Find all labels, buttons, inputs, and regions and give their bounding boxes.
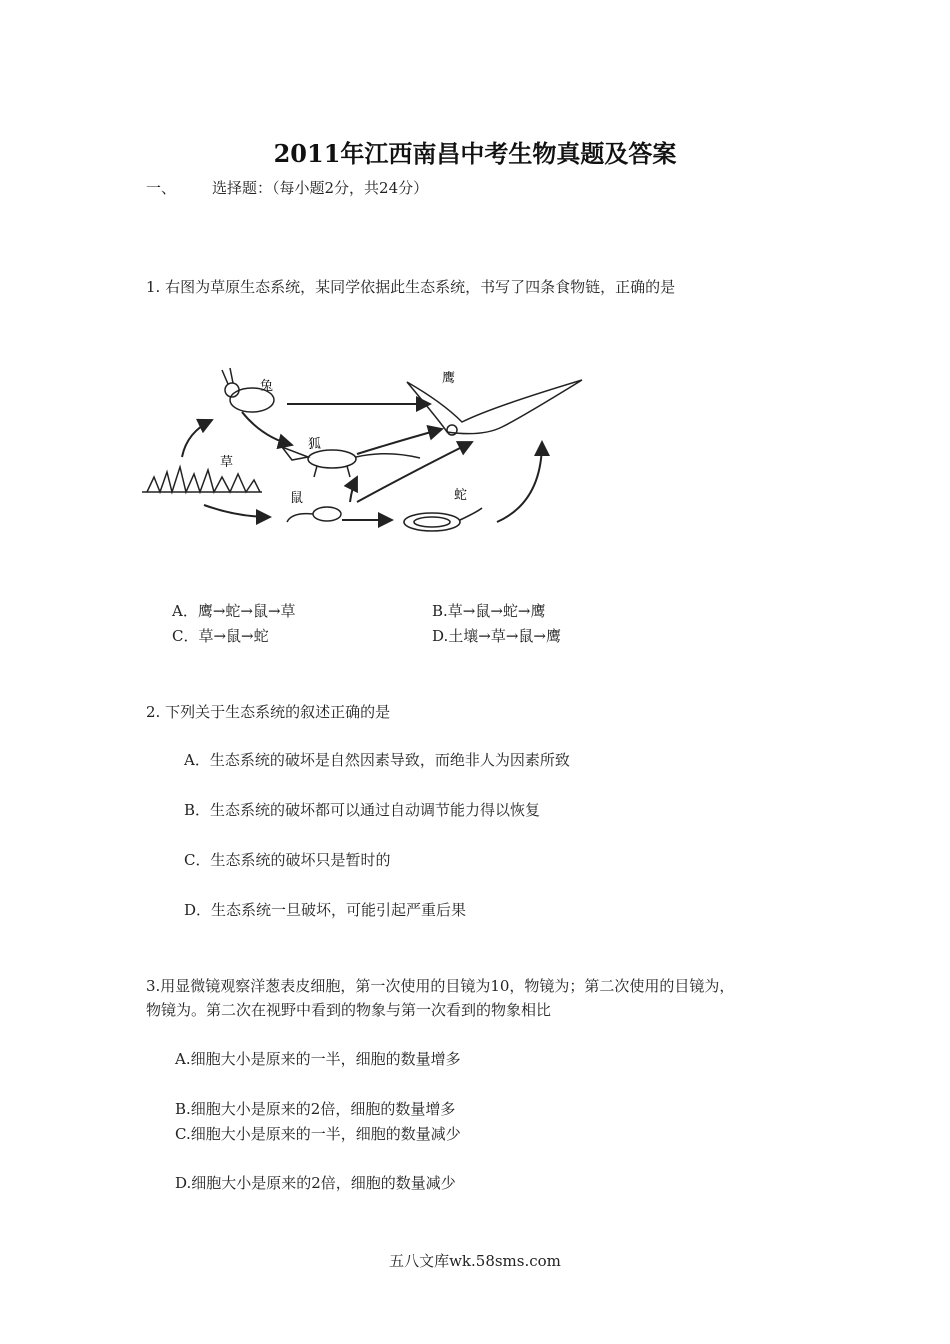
- arrow-snake-eagle: [497, 442, 542, 522]
- label-fox: 狐: [308, 437, 322, 452]
- arrow-grass-rabbit: [182, 420, 212, 457]
- mouse-drawing: [287, 507, 341, 522]
- grass-drawing: [142, 467, 262, 492]
- arrow-mouse-fox: [350, 477, 357, 502]
- q2-option-d: D．生态系统一旦破坏，可能引起严重后果: [184, 901, 467, 919]
- arrow-rabbit-fox: [242, 412, 292, 445]
- question-2-stem: 2. 下列关于生态系统的叙述正确的是: [146, 703, 391, 721]
- label-eagle: 鹰: [442, 371, 456, 386]
- snake-drawing: [404, 508, 482, 531]
- page-footer: 五八文库wk.58sms.com: [389, 1252, 561, 1270]
- label-mouse: 鼠: [290, 491, 304, 506]
- section-number: 一、: [146, 179, 177, 197]
- food-web-figure: [142, 362, 592, 537]
- arrow-fox-eagle: [357, 429, 442, 454]
- label-rabbit: 兔: [260, 379, 274, 394]
- label-snake: 蛇: [454, 488, 468, 503]
- q3-option-a: A.细胞大小是原来的一半，细胞的数量增多: [175, 1050, 461, 1068]
- q3-option-b: B.细胞大小是原来的2倍，细胞的数量增多: [175, 1100, 456, 1118]
- question-3-stem-line2: 物镜为。第二次在视野中看到的物象与第一次看到的物象相比: [146, 1001, 552, 1019]
- q1-option-c: C．草→鼠→蛇: [172, 627, 269, 645]
- q1-option-a: A．鹰→蛇→鼠→草: [172, 602, 296, 620]
- page-title: 2011年江西南昌中考生物真题及答案: [273, 139, 677, 168]
- fox-drawing: [282, 447, 420, 477]
- label-grass: 草: [220, 455, 234, 470]
- question-3-stem-line1: 3.用显微镜观察洋葱表皮细胞，第一次使用的目镜为10，物镜为；第二次使用的目镜为，: [146, 977, 735, 995]
- q1-option-d: D.土壤→草→鼠→鹰: [432, 627, 561, 645]
- arrow-grass-mouse: [204, 505, 270, 517]
- q2-option-b: B．生态系统的破坏都可以通过自动调节能力得以恢复: [184, 801, 541, 819]
- q1-option-b: B.草→鼠→蛇→鹰: [432, 602, 546, 620]
- q3-option-c: C.细胞大小是原来的一半，细胞的数量减少: [175, 1125, 461, 1143]
- q3-option-d: D.细胞大小是原来的2倍，细胞的数量减少: [175, 1174, 456, 1192]
- q2-option-a: A．生态系统的破坏是自然因素导致，而绝非人为因素所致: [184, 751, 570, 769]
- q2-option-c: C．生态系统的破坏只是暂时的: [184, 851, 391, 869]
- section-heading: 选择题：（每小题2分，共24分）: [212, 179, 429, 197]
- question-1-stem: 1. 右图为草原生态系统，某同学依据此生态系统，书写了四条食物链，正确的是: [146, 278, 676, 296]
- eagle-drawing: [407, 380, 582, 435]
